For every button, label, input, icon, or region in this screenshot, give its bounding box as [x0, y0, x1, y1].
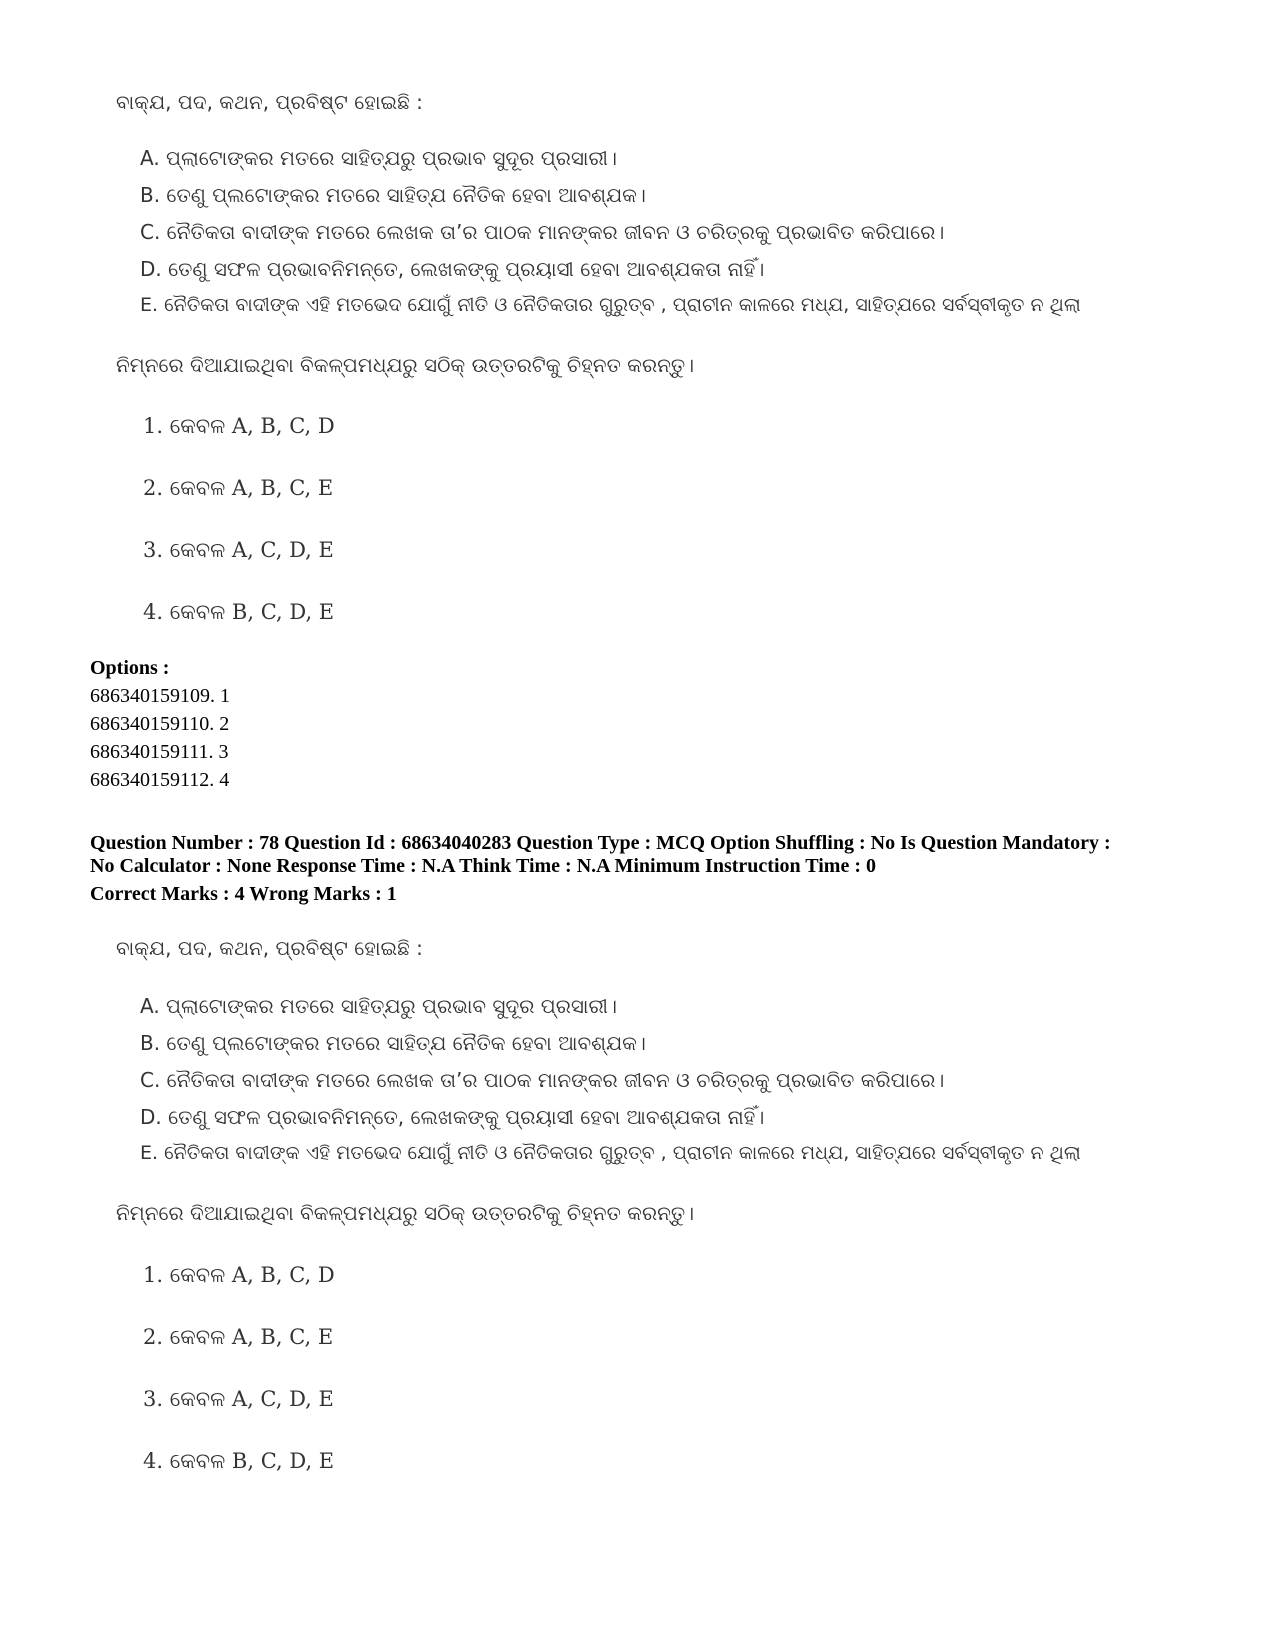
q78-choice-1: 1. କେବଳ A, B, C, D: [143, 1263, 335, 1287]
q77-statement-a: A. ପ୍ଲାଟୋଙ୍କର ମତରେ ସାହିତ୍ଯରୁ ପ୍ରଭାବ ସୁଦୂର ପ୍ରସାରୀ।: [140, 146, 617, 170]
q77-choice-2: 2. କେବଳ A, B, C, E: [143, 476, 334, 500]
q77-option-id-2: 686340159110. 2: [90, 713, 230, 735]
q77-option-id-1: 686340159109. 1: [90, 685, 230, 707]
q77-instruction: ନିମ୍ନରେ ଦିଆଯାଇଥିବା ବିକଳ୍ପମଧ୍ଯରୁ ସଠିକ୍ ଉତ୍ତରଟିକୁ ଚିହ୍ନତ କରନ୍ତୁ।: [116, 353, 695, 377]
q78-intro: ବାକ୍ଯ, ପଦ, କଥନ, ପ୍ରବିଷ୍ଟ ହୋଇଛି :: [116, 936, 423, 960]
q78-instruction: ନିମ୍ନରେ ଦିଆଯାଇଥିବା ବିକଳ୍ପମଧ୍ଯରୁ ସଠିକ୍ ଉତ୍ତରଟିକୁ ଚିହ୍ନତ କରନ୍ତୁ।: [116, 1201, 695, 1225]
q78-header-line2: No Calculator : None Response Time : N.A Think Time : N.A Minimum Instruction Time : 0: [90, 855, 876, 877]
q78-header-line3: Correct Marks : 4 Wrong Marks : 1: [90, 883, 397, 905]
q77-statement-d: D. ତେଣୁ ସଫଳ ପ୍ରଭାବନିମନ୍ତେ, ଲେଖକଙ୍କୁ ପ୍ରୟାସୀ ହେବା ଆବଶ୍ଯକତା ନାହିଁ।: [140, 257, 765, 281]
q77-option-id-3: 686340159111. 3: [90, 741, 229, 763]
q78-choice-3: 3. କେବଳ A, C, D, E: [143, 1387, 334, 1411]
q77-statement-c: C. ନୈତିକତା ବାଦୀଙ୍କ ମତରେ ଲେଖକ ତା’ର ପାଠକ ମାନଙ୍କର ଜୀବନ ଓ ଚରିତ୍ରକୁ ପ୍ରଭାବିତ କରିପାରେ।: [140, 220, 945, 244]
q78-statement-b: B. ତେଣୁ ପ୍ଲଟୋଙ୍କର ମତରେ ସାହିତ୍ଯ ନୈତିକ ହେବା ଆବଶ୍ଯକ।: [140, 1031, 646, 1055]
q78-statement-e: E. ନୈତିକତା ବାଦୀଙ୍କ ଏହି ମତଭେଦ ଯୋଗୁଁ ନୀତି ଓ ନୈତିକତାର ଗୁରୁତ୍ବ , ପ୍ରାଚୀନ କାଳରେ ମଧ୍ଯ, ସାହିତ୍ଯରେ ସର୍ବସ୍ବୀକୃତ ନ ଥିଲା: [140, 1142, 1081, 1164]
q77-intro: ବାକ୍ଯ, ପଦ, କଥନ, ପ୍ରବିଷ୍ଟ ହୋଇଛି :: [116, 90, 423, 114]
q77-option-id-4: 686340159112. 4: [90, 769, 230, 791]
q77-statement-e: E. ନୈତିକତା ବାଦୀଙ୍କ ଏହି ମତଭେଦ ଯୋଗୁଁ ନୀତି ଓ ନୈତିକତାର ଗୁରୁତ୍ବ , ପ୍ରାଚୀନ କାଳରେ ମଧ୍ଯ, ସାହିତ୍ଯରେ ସର୍ବସ୍ବୀକୃତ ନ ଥିଲା: [140, 294, 1081, 316]
q77-options-label: Options :: [90, 657, 170, 679]
q77-choice-3: 3. କେବଳ A, C, D, E: [143, 538, 334, 562]
q78-header-line1: Question Number : 78 Question Id : 68634040283 Question Type : MCQ Option Shuffling : No Is Question Mandatory :: [90, 832, 1111, 854]
q78-choice-2: 2. କେବଳ A, B, C, E: [143, 1325, 334, 1349]
q78-statement-c: C. ନୈତିକତା ବାଦୀଙ୍କ ମତରେ ଲେଖକ ତା’ର ପାଠକ ମାନଙ୍କର ଜୀବନ ଓ ଚରିତ୍ରକୁ ପ୍ରଭାବିତ କରିପାରେ।: [140, 1068, 945, 1092]
q78-statement-a: A. ପ୍ଲାଟୋଙ୍କର ମତରେ ସାହିତ୍ଯରୁ ପ୍ରଭାବ ସୁଦୂର ପ୍ରସାରୀ।: [140, 994, 617, 1018]
q78-choice-4: 4. କେବଳ B, C, D, E: [143, 1449, 335, 1473]
q78-statement-d: D. ତେଣୁ ସଫଳ ପ୍ରଭାବନିମନ୍ତେ, ଲେଖକଙ୍କୁ ପ୍ରୟାସୀ ହେବା ଆବଶ୍ଯକତା ନାହିଁ।: [140, 1105, 765, 1129]
q77-choice-1: 1. କେବଳ A, B, C, D: [143, 414, 335, 438]
q77-statement-b: B. ତେଣୁ ପ୍ଲଟୋଙ୍କର ମତରେ ସାହିତ୍ଯ ନୈତିକ ହେବା ଆବଶ୍ଯକ।: [140, 183, 646, 207]
q77-choice-4: 4. କେବଳ B, C, D, E: [143, 600, 335, 624]
